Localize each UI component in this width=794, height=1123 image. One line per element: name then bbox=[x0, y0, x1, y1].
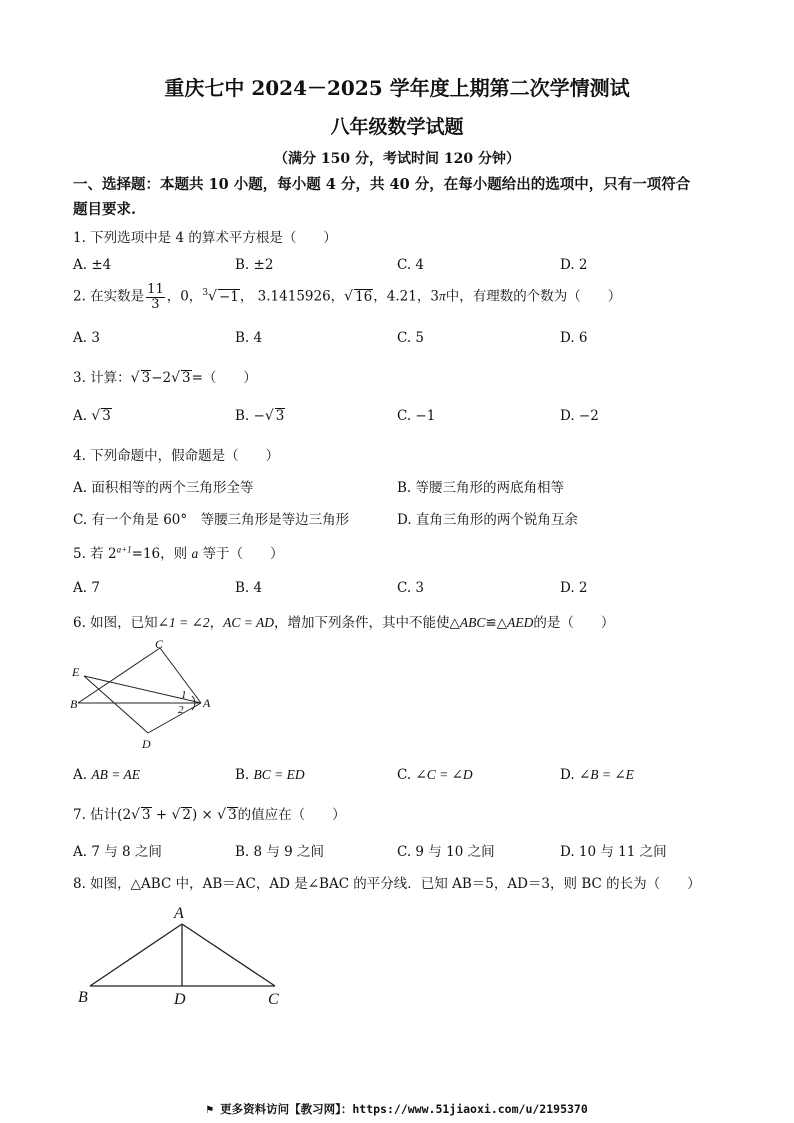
q1-option-a: A. ±4 bbox=[73, 257, 112, 273]
q6-option-c bbox=[397, 767, 473, 783]
footer-link[interactable]: 更多资料访问【教习网】：https://www.51jiaoxi.com/u/2195370 bbox=[220, 1102, 588, 1116]
figure-label-a: A bbox=[203, 696, 211, 710]
q3-option-b bbox=[235, 408, 285, 424]
q7-suffix: 的值应在（ ） bbox=[237, 807, 346, 823]
q2-text2: ， 3.1415926， bbox=[239, 288, 345, 305]
q2-text4: 中，有理数的个数为（ ） bbox=[445, 288, 622, 305]
question-6-stem bbox=[73, 611, 614, 631]
q3-option-b-radicand: 3 bbox=[275, 408, 285, 424]
radical-sign: √ bbox=[91, 408, 101, 424]
q7-radicand-1: 3 bbox=[141, 807, 151, 823]
q2-prefix: 2. 在实数是 bbox=[73, 288, 145, 305]
q3-radicand-2: 3 bbox=[182, 370, 191, 386]
segment-ab bbox=[90, 924, 182, 986]
flag-icon: ⚑ bbox=[206, 1102, 214, 1116]
page-subtitle: 八年级数学试题 bbox=[330, 116, 464, 138]
figure-label-c: C bbox=[155, 637, 164, 651]
q6-option-c-text: ∠C = ∠D bbox=[415, 767, 473, 782]
q2-option-b: B. 4 bbox=[235, 330, 263, 346]
segment-ac bbox=[182, 924, 275, 986]
q6-separator: ， bbox=[209, 615, 224, 631]
question-1-stem: 1. 下列选项中是 4 的算术平方根是（ ） bbox=[73, 230, 337, 246]
q6-suffix: 的是（ ） bbox=[533, 615, 615, 631]
cube-root-index: 3 bbox=[202, 288, 209, 299]
fraction-numerator: 11 bbox=[147, 282, 164, 297]
fraction bbox=[146, 283, 165, 311]
q6-option-b-prefix: B. bbox=[235, 767, 254, 783]
question-7-stem bbox=[73, 803, 346, 823]
pi-symbol: π bbox=[438, 288, 446, 304]
radical-sign: √ bbox=[171, 370, 181, 386]
q7-plus: + bbox=[151, 807, 172, 823]
exam-note: （满分 150 分，考试时间 120 分钟） bbox=[274, 151, 520, 167]
segment-ed bbox=[84, 676, 148, 733]
q7-expr2: ) × bbox=[191, 807, 218, 823]
footer bbox=[0, 1101, 794, 1117]
q3-option-b-prefix: B. − bbox=[235, 408, 265, 424]
q2-option-d: D. 6 bbox=[560, 330, 588, 346]
q4-option-b: B. 等腰三角形的两底角相等 bbox=[397, 480, 565, 496]
q3-option-a-prefix: A. bbox=[73, 408, 92, 424]
q2-option-c: C. 5 bbox=[397, 330, 425, 346]
q1-option-d: D. 2 bbox=[560, 257, 588, 273]
section-heading-line2: 题目要求. bbox=[73, 201, 137, 218]
q5-option-a: A. 7 bbox=[73, 580, 100, 596]
question-3-stem bbox=[73, 366, 257, 386]
figure-label-b: B bbox=[78, 989, 88, 1006]
figure-label-a: A bbox=[174, 905, 184, 922]
q6-option-c-prefix: C. bbox=[397, 767, 416, 783]
figure-label-angle-2: 2 bbox=[178, 704, 184, 716]
q3-mid: −2 bbox=[151, 370, 172, 386]
q5-option-b: B. 4 bbox=[235, 580, 263, 596]
q3-prefix: 3. 计算： bbox=[73, 370, 131, 386]
q6-option-d-prefix: D. bbox=[560, 767, 579, 783]
q3-option-d: D. −2 bbox=[560, 408, 599, 424]
q5-variable: a bbox=[191, 546, 199, 561]
q5-option-d: D. 2 bbox=[560, 580, 588, 596]
q6-figure bbox=[68, 636, 218, 754]
segment-bc bbox=[78, 648, 160, 703]
question-4-stem: 4. 下列命题中，假命题是（ ） bbox=[73, 448, 280, 464]
q1-option-c: C. 4 bbox=[397, 257, 425, 273]
q3-option-a bbox=[73, 408, 112, 424]
q6-option-a bbox=[73, 767, 140, 783]
q7-prefix: 7. 估计 bbox=[73, 807, 118, 823]
radical-sign: √ bbox=[130, 370, 140, 386]
radical-sign: √ bbox=[208, 288, 217, 305]
q6-prefix: 6. 如图，已知 bbox=[73, 615, 158, 631]
q4-option-a: A. 面积相等的两个三角形全等 bbox=[73, 480, 254, 496]
q4-option-d: D. 直角三角形的两个锐角互余 bbox=[397, 512, 578, 528]
fraction-denominator: 3 bbox=[151, 296, 160, 312]
figure-label-d: D bbox=[142, 737, 151, 751]
segment-da bbox=[148, 703, 201, 733]
radical-sign: √ bbox=[344, 288, 354, 305]
q5-mid: ，则 bbox=[160, 546, 192, 562]
radical-sign: √ bbox=[264, 408, 274, 424]
q4-option-c: C. 有一个角是 60° 等腰三角形是等边三角形 bbox=[73, 512, 350, 528]
q6-option-d-text: ∠B = ∠E bbox=[578, 767, 634, 782]
q6-triangle-1: ABC bbox=[459, 615, 486, 630]
q7-option-d: D. 10 与 11 之间 bbox=[560, 844, 667, 860]
q3-option-a-radicand: 3 bbox=[102, 408, 111, 424]
radical-sign: √ bbox=[131, 807, 140, 823]
q8-figure bbox=[70, 898, 295, 1010]
q7-radicand-3: 3 bbox=[228, 807, 237, 823]
figure-label-e: E bbox=[72, 665, 80, 679]
page-title: 重庆七中 2024－2025 学年度上期第二次学情测试 bbox=[164, 76, 630, 100]
q2-option-a: A. 3 bbox=[73, 330, 100, 346]
q7-radicand-2: 2 bbox=[182, 807, 191, 823]
q7-option-c: C. 9 与 10 之间 bbox=[397, 844, 495, 860]
q7-expr1: (2 bbox=[117, 807, 132, 823]
sqrt-radicand: 16 bbox=[355, 288, 373, 305]
radical-sign: √ bbox=[171, 807, 181, 823]
q3-suffix: =（ ） bbox=[191, 370, 257, 386]
q6-congruent: ≌△ bbox=[485, 615, 508, 631]
q6-option-b bbox=[235, 767, 305, 783]
q6-triangle-2: AED bbox=[507, 615, 534, 630]
q6-option-a-prefix: A. bbox=[73, 767, 92, 783]
q6-mid: ，增加下列条件，其中不能使△ bbox=[274, 615, 460, 631]
q2-text1: ，0， bbox=[166, 288, 203, 305]
question-5-stem bbox=[73, 542, 283, 562]
q3-option-c: C. −1 bbox=[397, 408, 436, 424]
cube-root-radicand: −1 bbox=[218, 288, 239, 305]
q3-radicand-1: 3 bbox=[141, 370, 151, 386]
q5-prefix: 5. 若 2 bbox=[73, 546, 117, 562]
figure-label-d: D bbox=[174, 991, 186, 1008]
q6-option-d bbox=[560, 767, 634, 783]
q5-equation: =16 bbox=[131, 546, 161, 562]
q6-condition-1: ∠1 = ∠2 bbox=[157, 615, 210, 630]
question-2-stem bbox=[73, 283, 621, 311]
section-heading-line1: 一、选择题：本题共 10 小题，每小题 4 分，共 40 分，在每小题给出的选项中，只有一项符合 bbox=[73, 176, 691, 193]
q7-option-a: A. 7 与 8 之间 bbox=[73, 844, 162, 860]
q5-exponent: a+1 bbox=[116, 544, 132, 555]
figure-label-b: B bbox=[70, 697, 78, 711]
q2-text3: ，4.21，3 bbox=[373, 288, 439, 305]
q6-condition-2: AC = AD bbox=[223, 615, 275, 630]
figure-label-angle-1: 1 bbox=[181, 689, 187, 701]
q6-option-a-text: AB = AE bbox=[91, 767, 140, 782]
figure-label-c: C bbox=[268, 991, 279, 1008]
question-8-stem: 8. 如图，△ABC 中，AB＝AC，AD 是∠BAC 的平分线．已知 AB＝5，AD＝3，则 BC 的长为（ ） bbox=[73, 876, 701, 892]
q5-suffix: 等于（ ） bbox=[198, 546, 284, 562]
q7-option-b: B. 8 与 9 之间 bbox=[235, 844, 325, 860]
q6-option-b-text: BC = ED bbox=[253, 767, 305, 782]
q5-option-c: C. 3 bbox=[397, 580, 425, 596]
radical-sign: √ bbox=[217, 807, 227, 823]
q1-option-b: B. ±2 bbox=[235, 257, 274, 273]
